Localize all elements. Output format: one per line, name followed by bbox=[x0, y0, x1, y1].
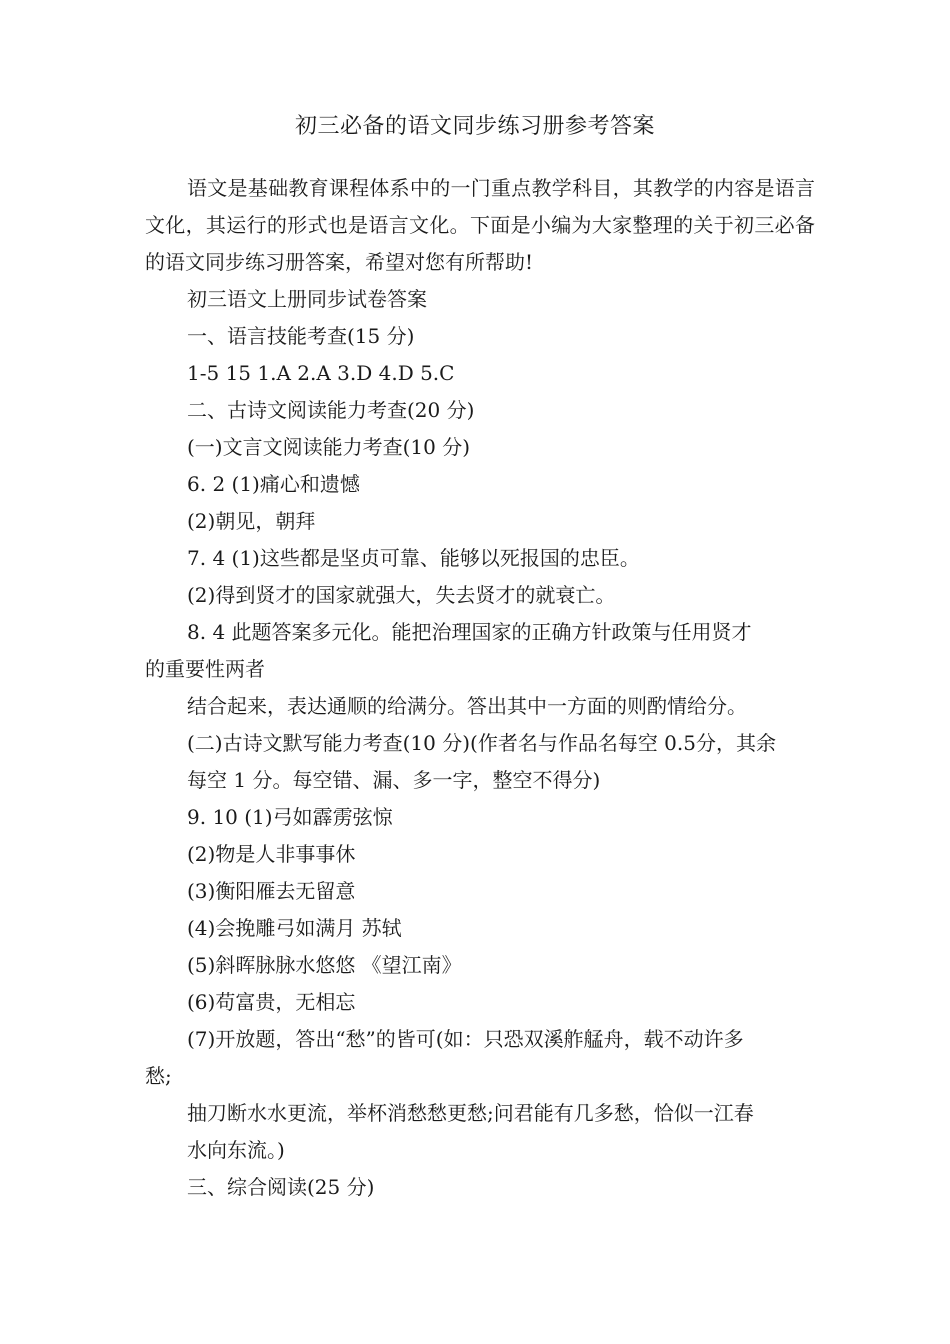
answer-line: 6. 2 (1)痛心和遗憾 bbox=[187, 472, 360, 496]
section-heading: 三、综合阅读(25 分) bbox=[187, 1175, 375, 1199]
section-heading: 一、语言技能考查(15 分) bbox=[187, 324, 415, 348]
answer-line: (7)开放题，答出“愁”的皆可(如：只恐双溪舴艋舟，载不动许多 bbox=[187, 1027, 744, 1051]
answer-line: 8. 4 此题答案多元化。能把治理国家的正确方针政策与任用贤才 bbox=[187, 620, 752, 644]
subsection-heading: (一)文言文阅读能力考查(10 分) bbox=[187, 435, 471, 459]
document-body bbox=[145, 170, 815, 1206]
subtitle-line: 初三语文上册同步试卷答案 bbox=[187, 287, 427, 311]
answer-line: 9. 10 (1)弓如霹雳弦惊 bbox=[187, 805, 393, 829]
document-title: 初三必备的语文同步练习册参考答案 bbox=[294, 114, 655, 139]
answer-line: (5)斜晖脉脉水悠悠 《望江南》 bbox=[187, 953, 462, 977]
answer-line: 抽刀断水水更流，举杯消愁愁更愁;问君能有几多愁，恰似一江春 bbox=[187, 1101, 754, 1125]
answer-line: (3)衡阳雁去无留意 bbox=[187, 879, 356, 903]
answer-line: 水向东流。) bbox=[187, 1138, 285, 1162]
answer-line: 愁; bbox=[145, 1064, 172, 1088]
section-heading: 二、古诗文阅读能力考查(20 分) bbox=[187, 398, 475, 422]
answer-line: (2)物是人非事事休 bbox=[187, 842, 356, 866]
answer-line: (6)苟富贵，无相忘 bbox=[187, 990, 356, 1014]
answer-line: 的重要性两者 bbox=[145, 657, 265, 681]
answer-line: (2)朝见，朝拜 bbox=[187, 509, 316, 533]
subsection-note: 每空 1 分。每空错、漏、多一字，整空不得分) bbox=[187, 768, 601, 792]
answer-line: 7. 4 (1)这些都是坚贞可靠、能够以死报国的忠臣。 bbox=[187, 546, 640, 570]
subsection-heading: (二)古诗文默写能力考查(10 分)(作者名与作品名每空 0.5分，其余 bbox=[187, 731, 776, 755]
answer-line: (2)得到贤才的国家就强大，失去贤才的就衰亡。 bbox=[187, 583, 616, 607]
answer-line: 结合起来，表达通顺的给满分。答出其中一方面的则酌情给分。 bbox=[187, 694, 747, 718]
answer-line: (4)会挽雕弓如满月 苏轼 bbox=[187, 916, 402, 940]
answer-line: 1-5 15 1.A 2.A 3.D 4.D 5.C bbox=[187, 361, 455, 385]
intro-paragraph: 语文是基础教育课程体系中的一门重点教学科目，其教学的内容是语言文化，其运行的形式也是语言文化。下面是小编为大家整理的关于初三必备的语文同步练习册答案，希望对您有所帮助! bbox=[145, 176, 815, 274]
